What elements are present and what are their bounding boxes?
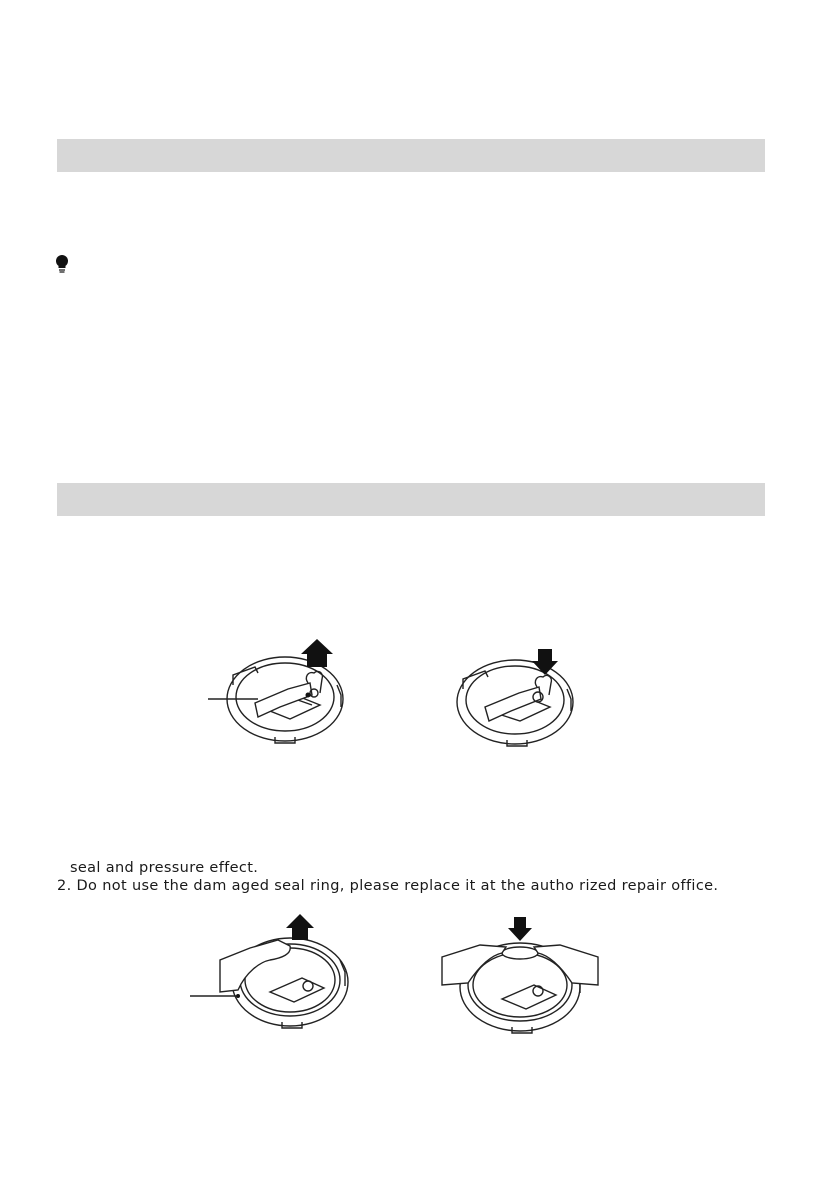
arrow-up-icon (286, 914, 314, 940)
install-seal-ring-figure (440, 915, 600, 1035)
section-header-bar (57, 139, 765, 172)
instruction-text-continuation: seal and pressure effect. (70, 860, 259, 876)
section-header-bar (57, 483, 765, 516)
remove-float-valve-figure (200, 637, 360, 749)
instruction-item-2: 2. Do not use the dam aged seal ring, please replace it at the autho rized repair office. (57, 878, 719, 894)
install-float-valve-figure (445, 647, 580, 749)
arrow-up-icon (301, 639, 333, 667)
arrow-down-icon (508, 917, 532, 941)
lightbulb-icon (55, 254, 69, 274)
remove-seal-ring-figure (190, 910, 355, 1032)
